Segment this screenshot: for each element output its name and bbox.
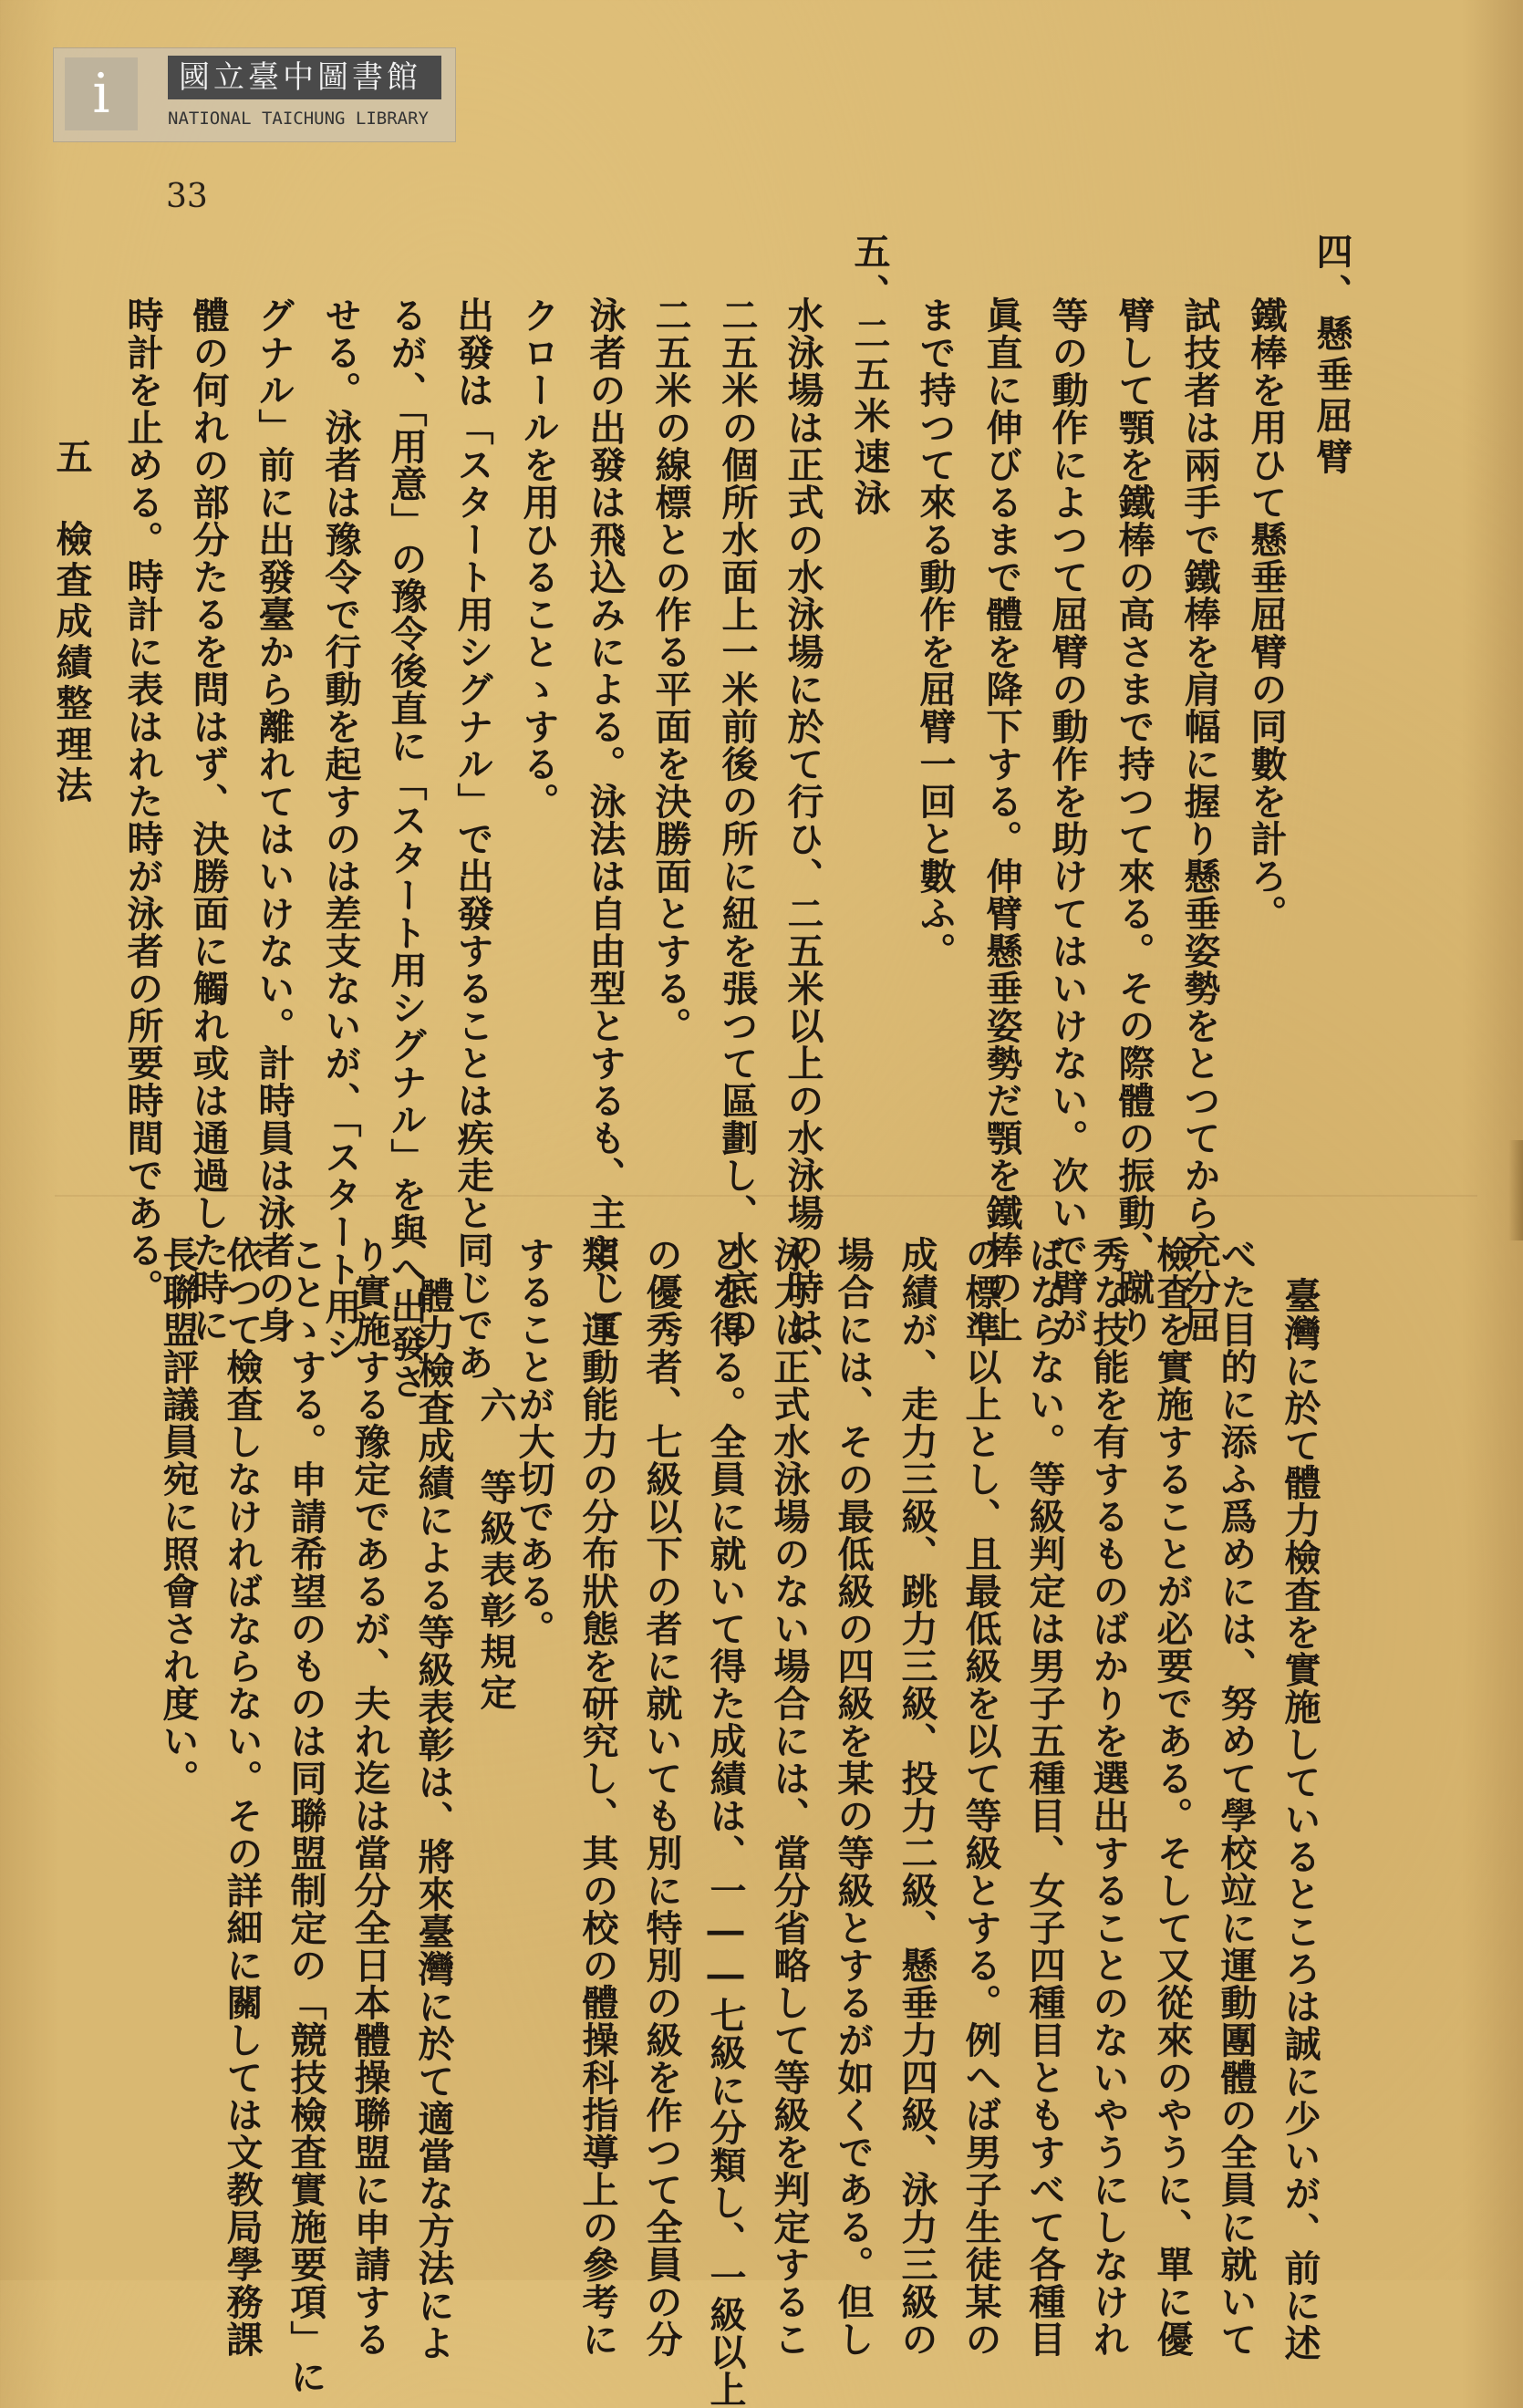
text-column: の優秀者、七級以下の者に就いても別に特別の級を作つて全員の分	[640, 1236, 683, 2358]
text-column: べた目的に添ふ爲めには、努めて學校竝に運動團體の全員に就いて	[1215, 1236, 1258, 2358]
library-watermark	[53, 47, 456, 142]
text-column: るが、「用意」の豫令後直に「スタート用シグナル」を與へ出發さ	[385, 296, 428, 1400]
text-column: の標準以上とし、且最低級を以て等級とする。例へば男子生徒某の	[959, 1236, 1002, 2358]
heading-5-results-processing: 五 檢査成績整理法	[50, 438, 93, 807]
text-column: 場合には、その最低級の四級を某の等級とするが如くである。但し	[832, 1236, 875, 2358]
heading-6-grade-commendation: 六 等級表彰規定	[474, 1386, 517, 1715]
text-column: 成績が、走力三級、跳力三級、投力二級、懸垂力四級、泳力三級の	[896, 1236, 938, 2358]
text-column: クロールを用ひることゝする。	[517, 296, 560, 820]
heading-4-suspension-pullup: 四、懸垂屈臂	[1311, 233, 1353, 479]
text-column: 檢査を實施することが必要である。そして又從來のやうに、單に優	[1151, 1236, 1194, 2358]
page-number: 33	[166, 178, 208, 215]
text-column: 秀な技能を有するものばかりを選出することのないやうにしなけれ	[1087, 1236, 1130, 2358]
text-column: 臺灣に於て體力檢査を實施しているところは誠に少いが、前に述	[1279, 1277, 1321, 2361]
page-edge-tear	[1508, 1140, 1523, 1240]
text-column: 鐵棒を用ひて懸垂屈臂の同數を計ろ。	[1245, 296, 1288, 932]
text-column: とを得る。全員に就いて得た成績は、一――七級に分類し、一級以上	[704, 1236, 747, 2408]
text-column: ばならない。等級判定は男子五種目、女子四種目ともすべて各種目	[1023, 1236, 1066, 2358]
text-column: 類、運動能力の分布狀態を研究し、其の校の體操科指導上の參考に	[576, 1236, 619, 2358]
text-column: り實施する豫定であるが、夫れ迄は當分全日本體操聯盟に申請する	[348, 1236, 391, 2358]
text-column: 水泳場は正式の水泳場に於て行ひ、二五米以上の水泳場の時は、	[782, 296, 824, 1381]
text-column: 二五米の線標との作る平面を決勝面とする。	[649, 296, 692, 1044]
text-column: 依つて檢査しなければならない。その詳細に關しては文教局學務課	[221, 1236, 264, 2358]
text-column: 體力檢査成績による等級表彰は、將來臺灣に於て適當な方法によ	[412, 1277, 455, 2361]
text-column: 眞直に伸びるまで體を降下する。伸臂懸垂姿勢だ顎を鐵棒の上	[980, 296, 1023, 1344]
text-column: 泳力は正式水泳場のない場合には、當分省略して等級を判定するこ	[768, 1236, 811, 2358]
text-column: 時計を止める。時計に表はれた時が泳者の所要時間である。	[121, 296, 164, 1306]
text-column: 試技者は兩手で鐵棒を肩幅に握り懸垂姿勢をとつてから充分屈	[1178, 296, 1221, 1344]
library-logo-icon: i	[65, 57, 138, 130]
library-name-english: NATIONAL TAICHUNG LIBRARY	[168, 109, 429, 129]
text-column: 等の動作によつて屈臂の動作を助けてはいけない。次いで臂が	[1046, 296, 1089, 1344]
text-column: 二五米の個所水面上一米前後の所に紐を張つて區劃し、水底の	[716, 296, 759, 1344]
library-name-chinese: 國立臺中圖書館	[168, 56, 441, 99]
text-column: ことゝする。申請希望のものは同聯盟制定の「競技檢査實施要項」に	[285, 1236, 327, 2395]
text-column: 長聯盟評議員宛に照會され度い。	[157, 1236, 200, 1797]
text-column: 泳者の出發は飛込みによる。泳法は自由型とするも、主として	[584, 296, 627, 1344]
heading-5-25m-swim: 五、二五米速泳	[848, 233, 891, 520]
text-column: まで持つて來る動作を屈臂一回と數ふ。	[914, 296, 957, 970]
text-column: 臂して顎を鐵棒の高さまで持つて來る。その際體の振動、蹴り	[1113, 296, 1155, 1344]
text-column: 體の何れの部分たるを問はず、決勝面に觸れ或は通過した時に	[187, 296, 230, 1344]
text-column: 出發は「スタート用シグナル」で出發することは疾走と同じであ	[451, 296, 494, 1381]
text-column: グナル」前に出發臺から離れてはいけない。計時員は泳者の身	[253, 296, 295, 1344]
text-column: せる。泳者は豫令で行動を起すのは差支ないが、「スタート用シ	[319, 296, 362, 1363]
text-column: することが大切である。	[513, 1236, 555, 1647]
